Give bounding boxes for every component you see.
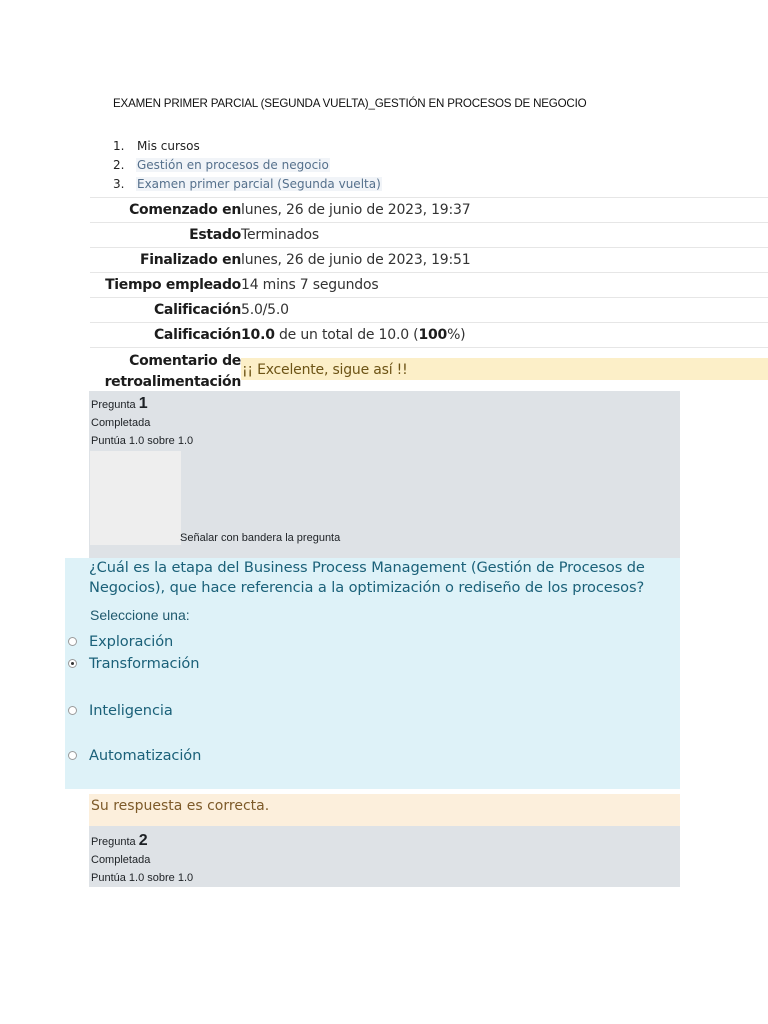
answer-option-label[interactable]: Inteligencia	[89, 702, 173, 719]
question-prefix: Pregunta	[91, 836, 139, 848]
summary-row-started	[90, 197, 768, 222]
attempt-summary-table	[90, 197, 768, 396]
summary-row-marks	[90, 297, 768, 322]
time-taken-label: Tiempo empleado	[105, 277, 241, 293]
grade-label: Calificación	[153, 327, 241, 343]
state-value: Terminados	[241, 227, 320, 243]
question-1-grade: Puntúa 1.0 sobre 1.0	[91, 435, 194, 447]
breadcrumb-number: 2.	[113, 158, 125, 172]
question-2-info	[89, 826, 680, 887]
answer-option-automatizacion[interactable]	[65, 747, 201, 764]
summary-row-time	[90, 272, 768, 297]
breadcrumb-item-my-courses[interactable]	[113, 138, 382, 157]
breadcrumb-item-course[interactable]	[113, 157, 382, 176]
breadcrumb-label[interactable]: Mis cursos	[137, 139, 200, 153]
question-number: 2	[138, 832, 148, 849]
question-1-state: Completada	[91, 417, 151, 429]
question-1-info	[89, 391, 680, 558]
breadcrumb	[113, 138, 382, 195]
started-label: Comenzado en	[129, 202, 241, 218]
breadcrumb-link[interactable]: Gestión en procesos de negocio	[137, 158, 329, 172]
finished-label: Finalizado en	[139, 252, 241, 268]
breadcrumb-item-exam[interactable]	[113, 176, 382, 195]
answer-prompt: Seleccione una:	[90, 607, 190, 623]
feedback-label-line-2: retroalimentación	[104, 374, 241, 390]
flag-icon[interactable]	[90, 451, 181, 545]
answer-option-label[interactable]: Transformación	[89, 655, 200, 672]
radio-button[interactable]	[68, 637, 77, 646]
radio-button[interactable]	[68, 751, 77, 760]
answer-option-label[interactable]: Exploración	[89, 633, 174, 650]
question-number: 1	[138, 395, 148, 412]
answer-option-label[interactable]: Automatización	[89, 747, 202, 764]
grade-total-text: de un total de 10.0 (	[274, 327, 419, 343]
question-2-state: Completada	[91, 854, 151, 866]
marks-value: 5.0/5.0	[241, 302, 289, 318]
grade-percent-suffix: %)	[447, 327, 466, 343]
started-value: lunes, 26 de junio de 2023, 19:37	[241, 202, 471, 218]
marks-label: Calificación	[153, 302, 241, 318]
answer-option-transformacion[interactable]	[65, 655, 199, 672]
feedback-value: ¡¡ Excelente, sigue así !!	[241, 358, 768, 380]
feedback-label	[90, 348, 241, 396]
question-2-number	[91, 832, 148, 850]
answer-feedback: Su respuesta es correcta.	[89, 794, 680, 826]
question-1-text: ¿Cuál es la etapa del Business Process Management (Gestión de Procesos de Negocios), que hace referencia a la optimización o rediseño de los procesos?	[89, 559, 645, 596]
breadcrumb-link[interactable]: Examen primer parcial (Segunda vuelta)	[137, 177, 381, 191]
state-label: Estado	[189, 227, 241, 243]
grade-value	[241, 327, 465, 343]
summary-row-finished	[90, 247, 768, 272]
finished-value: lunes, 26 de junio de 2023, 19:51	[241, 252, 471, 268]
question-1-number	[91, 395, 148, 413]
page-title: EXAMEN PRIMER PARCIAL (SEGUNDA VUELTA)_GESTIÓN EN PROCESOS DE NEGOCIO	[113, 97, 587, 110]
breadcrumb-number: 1.	[113, 139, 125, 153]
grade-score: 10.0	[241, 327, 275, 343]
grade-percent: 100	[418, 327, 448, 343]
summary-row-state	[90, 222, 768, 247]
feedback-label-line-1: Comentario de	[129, 353, 241, 369]
answer-option-exploracion[interactable]	[65, 633, 173, 650]
flag-question-link[interactable]: Señalar con bandera la pregunta	[180, 532, 341, 544]
question-prefix: Pregunta	[91, 399, 139, 411]
question-2-grade: Puntúa 1.0 sobre 1.0	[91, 872, 194, 884]
time-taken-value: 14 mins 7 segundos	[241, 277, 379, 293]
radio-button[interactable]	[68, 706, 77, 715]
radio-button-selected[interactable]	[68, 659, 77, 668]
question-1-content	[65, 558, 680, 789]
answer-option-inteligencia[interactable]	[65, 702, 173, 719]
breadcrumb-number: 3.	[113, 177, 125, 191]
summary-row-grade	[90, 322, 768, 347]
summary-row-feedback	[90, 347, 768, 396]
